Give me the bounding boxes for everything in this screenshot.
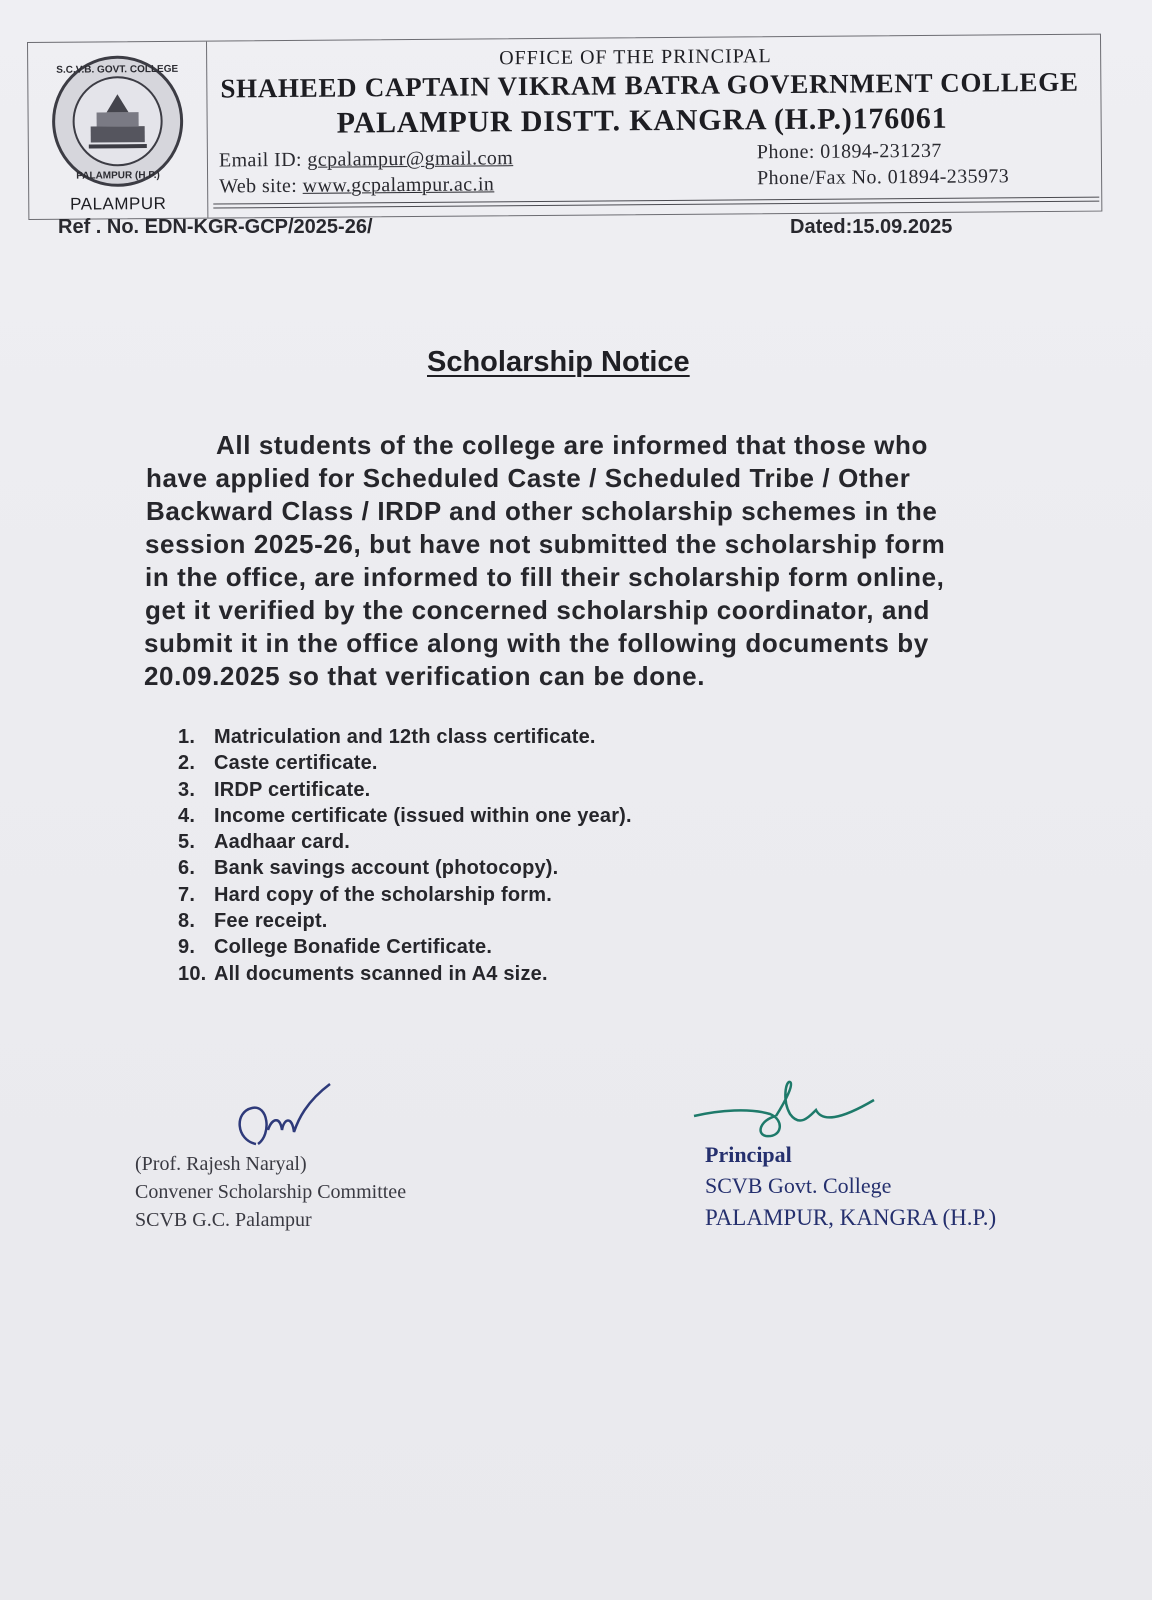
body-line: have applied for Scheduled Caste / Scheduled Tribe / Other [146,463,911,493]
list-item [178,910,632,936]
logo-caption: PALAMPUR [70,193,167,214]
reference-number: Ref . No. EDN-KGR-GCP/2025-26/ [58,216,373,238]
convener-name: (Prof. Rajesh Naryal) [135,1153,307,1175]
list-item [178,831,632,857]
website-line [219,173,494,198]
list-item-number: 4. [178,804,196,827]
body-line: in the office, are informed to fill their scholarship form online, [145,562,945,592]
convener-designation: Convener Scholarship Committee [135,1181,407,1203]
college-address: PALAMPUR DISTT. KANGRA (H.P.)176061 [336,101,948,140]
svg-text:S.C.V.B. GOVT. COLLEGE: S.C.V.B. GOVT. COLLEGE [56,63,179,76]
list-item [178,779,632,805]
list-item-number: 2. [178,752,196,775]
list-item-text: Income certificate (issued within one year). [214,804,632,827]
office-line: OFFICE OF THE PRINCIPAL [499,45,772,70]
website-link[interactable]: www.gcpalampur.ac.in [302,173,495,197]
list-item-text: Matriculation and 12th class certificate. [214,726,596,748]
stamp-title: Principal [705,1142,792,1167]
list-item-text: IRDP certificate. [214,778,371,801]
body-line: get it verified by the concerned scholarship coordinator, and [145,595,930,625]
notice-date: Dated:15.09.2025 [790,216,953,238]
website-label: Web site: [219,174,303,198]
principal-stamp [705,1140,996,1234]
list-item [178,726,632,752]
list-item-text: Bank savings account (photocopy). [214,857,559,880]
list-item-number: 1. [178,726,196,748]
list-item [178,857,632,883]
stamp-location: PALAMPUR, KANGRA (H.P.) [705,1205,997,1230]
required-documents-list [178,726,632,989]
svg-text:PALAMPUR (H.P.): PALAMPUR (H.P.) [76,169,160,182]
list-item-number: 6. [178,857,196,880]
list-item-text: Hard copy of the scholarship form. [214,883,552,906]
fax-number: Phone/Fax No. 01894-235973 [757,165,1010,190]
list-item-number: 9. [178,936,196,959]
list-item-number: 10. [178,962,207,985]
list-item-number: 7. [178,883,196,906]
email-link[interactable]: gcpalampur@gmail.com [307,147,514,171]
email-label: Email ID: [218,148,308,172]
list-item-text: College Bonafide Certificate. [214,936,493,959]
notice-title: Scholarship Notice [427,346,690,378]
college-name: SHAHEED CAPTAIN VIKRAM BATRA GOVERNMENT COLLEGE [220,66,1079,104]
letterhead [27,34,1102,220]
list-item-text: All documents scanned in A4 size. [214,962,548,985]
body-line: submit it in the office along with the following documents by [144,628,929,658]
list-item-number: 3. [178,778,196,801]
body-line: session 2025-26, but have not submitted the scholarship form [145,529,946,559]
list-item-text: Caste certificate. [214,752,378,775]
body-line: Backward Class / IRDP and other scholarship schemes in the [146,496,938,526]
convener-signature-block [135,1150,406,1234]
list-item [178,752,632,778]
logo-cell [28,42,208,219]
list-item [178,805,632,831]
list-item [178,963,632,989]
body-line: 20.09.2025 so that verification can be done. [144,661,706,691]
list-item-text: Aadhaar card. [214,831,350,854]
college-seal-logo [48,52,187,191]
phone-number: Phone: 01894-231237 [756,139,942,164]
list-item-text: Fee receipt. [214,910,328,933]
list-item-number: 5. [178,831,196,854]
list-item-number: 8. [178,910,196,933]
stamp-college: SCVB Govt. College [705,1173,892,1198]
list-item [178,936,632,962]
body-line: All students of the college are informed that those who [216,430,928,460]
convener-institution: SCVB G.C. Palampur [135,1209,312,1231]
list-item [178,884,632,910]
email-line [219,147,513,172]
